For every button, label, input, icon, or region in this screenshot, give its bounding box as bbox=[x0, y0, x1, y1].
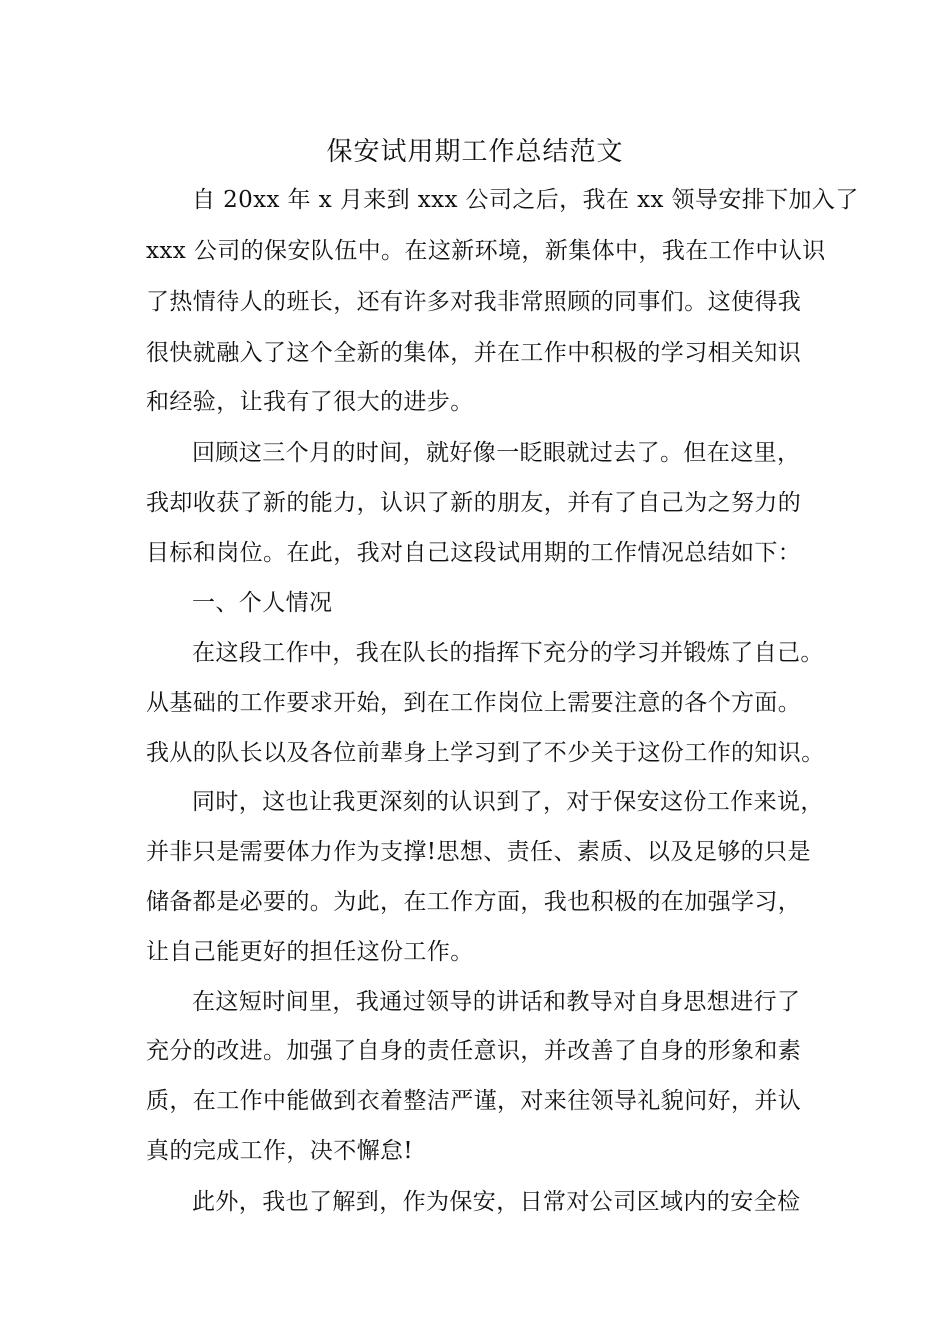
body-line: 我却收获了新的能力，认识了新的朋友，并有了自己为之努力的 bbox=[146, 490, 802, 516]
document-title: 保安试用期工作总结范文 bbox=[326, 137, 624, 167]
body-line: 从基础的工作要求开始，到在工作岗位上需要注意的各个方面。 bbox=[146, 690, 802, 716]
body-line: 充分的改进。加强了自身的责任意识，并改善了自身的形象和素 bbox=[146, 1038, 802, 1064]
body-line: 在这短时间里，我通过领导的讲话和教导对自身思想进行了 bbox=[192, 989, 801, 1015]
body-line: 储备都是必要的。为此，在工作方面，我也积极的在加强学习， bbox=[146, 889, 802, 915]
body-line: 并非只是需要体力作为支撑!思想、责任、素质、以及足够的只是 bbox=[146, 839, 811, 865]
body-line: 目标和岗位。在此，我对自己这段试用期的工作情况总结如下： bbox=[146, 540, 802, 566]
body-line: 让自己能更好的担任这份工作。 bbox=[146, 939, 474, 965]
body-line: 质，在工作中能做到衣着整洁严谨，对来往领导礼貌问好，并认 bbox=[146, 1088, 802, 1114]
section-heading: 一、个人情况 bbox=[192, 590, 333, 616]
body-line: 我从的队长以及各位前辈身上学习到了不少关于这份工作的知识。 bbox=[146, 740, 825, 766]
body-line: 了热情待人的班长，还有许多对我非常照顾的同事们。这使得我 bbox=[146, 289, 802, 315]
body-line: 此外，我也了解到，作为保安，日常对公司区域内的安全检 bbox=[192, 1189, 801, 1215]
body-line: 在这段工作中，我在队长的指挥下充分的学习并锻炼了自己。 bbox=[192, 640, 824, 666]
body-line: 自 20xx 年 x 月来到 xxx 公司之后，我在 xx 领导安排下加入了 bbox=[192, 187, 859, 213]
body-line: 回顾这三个月的时间，就好像一眨眼就过去了。但在这里， bbox=[192, 440, 801, 466]
body-line: 和经验，让我有了很大的进步。 bbox=[146, 389, 474, 415]
body-line: 很快就融入了这个全新的集体，并在工作中积极的学习相关知识 bbox=[146, 340, 802, 366]
body-line: xxx 公司的保安队伍中。在这新环境，新集体中，我在工作中认识 bbox=[146, 238, 826, 264]
body-line: 真的完成工作，决不懈怠! bbox=[146, 1138, 414, 1164]
body-line: 同时，这也让我更深刻的认识到了，对于保安这份工作来说， bbox=[192, 789, 824, 815]
